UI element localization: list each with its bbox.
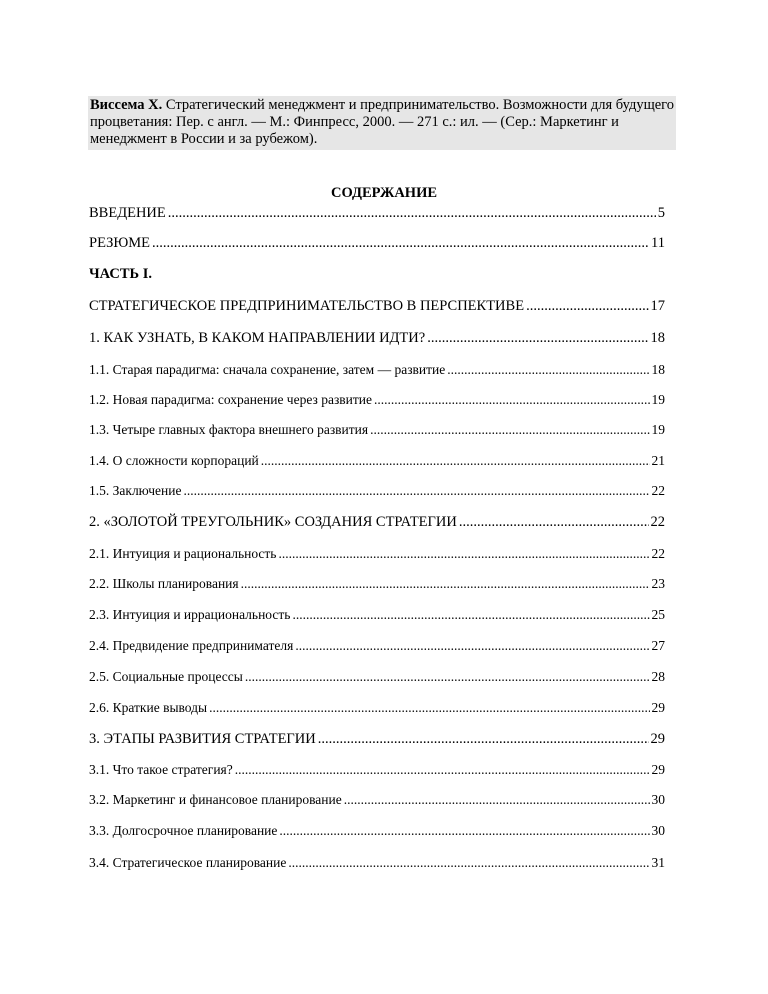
toc-dot-leader bbox=[168, 205, 656, 222]
toc-page-number: 29 bbox=[651, 700, 665, 715]
toc-page-number: 31 bbox=[651, 855, 665, 870]
bibliographic-record bbox=[88, 96, 676, 150]
toc-page-number: 29 bbox=[651, 762, 665, 777]
toc-entry-label: 2.5. Социальные процессы bbox=[89, 669, 243, 684]
toc-entry[interactable] bbox=[89, 362, 665, 382]
toc-dot-leader bbox=[241, 576, 650, 592]
toc-dot-leader bbox=[152, 235, 649, 252]
toc-entry[interactable] bbox=[89, 392, 665, 412]
toc-dot-leader bbox=[318, 731, 649, 748]
toc-page-number: 5 bbox=[657, 205, 665, 221]
toc-entry-label: 2.3. Интуиция и иррациональность bbox=[89, 607, 291, 622]
toc-entry[interactable] bbox=[89, 762, 665, 782]
toc-entry[interactable] bbox=[89, 638, 665, 658]
toc-entry-label: 2.1. Интуиция и рациональность bbox=[89, 546, 277, 561]
toc-entry[interactable] bbox=[89, 483, 665, 503]
toc-entry[interactable] bbox=[89, 205, 665, 225]
toc-entry[interactable] bbox=[89, 514, 665, 534]
toc-dot-leader bbox=[278, 546, 649, 562]
toc-entry-label: 3.2. Маркетинг и финансовое планирование bbox=[89, 792, 342, 807]
toc-entry-label: СТРАТЕГИЧЕСКОЕ ПРЕДПРИНИМАТЕЛЬСТВО В ПЕРСПЕКТИВЕ bbox=[89, 298, 525, 314]
toc-entry[interactable] bbox=[89, 453, 665, 473]
toc-entry-label: 1.2. Новая парадигма: сохранение через развитие bbox=[89, 392, 372, 407]
toc-dot-leader bbox=[374, 392, 650, 408]
toc-entry[interactable] bbox=[89, 731, 665, 751]
book-description: Стратегический менеджмент и предпринимательство. Возможности для будущего процветания: Пер. с англ. — М.: Финпресс, 2000. — 271 с.: ил. — (Сер.: Маркетинг и менеджмент в России и за рубежом). bbox=[90, 97, 675, 147]
toc-entry-label: 3. ЭТАПЫ РАЗВИТИЯ СТРАТЕГИИ bbox=[89, 731, 316, 747]
toc-page-number: 22 bbox=[651, 546, 665, 561]
toc-entry-label: 2.6. Краткие выводы bbox=[89, 700, 208, 715]
toc-page-number: 22 bbox=[650, 514, 665, 530]
toc-dot-leader bbox=[235, 762, 650, 778]
toc-entry[interactable] bbox=[89, 576, 665, 596]
toc-dot-leader bbox=[427, 330, 648, 347]
toc-entry-label: ВВЕДЕНИЕ bbox=[89, 205, 166, 221]
toc-entry-label: 2.4. Предвидение предпринимателя bbox=[89, 638, 294, 653]
toc-dot-leader bbox=[370, 422, 649, 438]
toc-page-number: 28 bbox=[651, 669, 665, 684]
toc-page-number: 27 bbox=[651, 638, 665, 653]
book-author: Виссема Х. bbox=[90, 97, 163, 113]
toc-dot-leader bbox=[459, 514, 649, 531]
toc-entry[interactable] bbox=[89, 266, 665, 286]
toc-entry[interactable] bbox=[89, 700, 665, 720]
toc-entry-label: ЧАСТЬ I. bbox=[89, 266, 153, 282]
toc-entry[interactable] bbox=[89, 823, 665, 843]
toc-dot-leader bbox=[447, 362, 649, 378]
toc-dot-leader bbox=[261, 453, 650, 469]
toc-dot-leader bbox=[344, 792, 650, 808]
toc-entry[interactable] bbox=[89, 669, 665, 689]
toc-dot-leader bbox=[295, 638, 649, 654]
toc-entry-label: 1.3. Четыре главных фактора внешнего развития bbox=[89, 422, 369, 437]
toc-page-number: 23 bbox=[651, 576, 665, 591]
toc-entry[interactable] bbox=[89, 330, 665, 350]
toc-dot-leader bbox=[292, 607, 649, 623]
toc-page-number: 18 bbox=[651, 362, 665, 377]
toc-dot-leader bbox=[245, 669, 650, 685]
toc-entry-label: 1.4. О сложности корпораций bbox=[89, 453, 259, 468]
toc-entry-label: РЕЗЮМЕ bbox=[89, 235, 151, 251]
toc-entry[interactable] bbox=[89, 607, 665, 627]
toc-entry[interactable] bbox=[89, 546, 665, 566]
toc-page-number: 18 bbox=[650, 330, 665, 346]
toc-page-number: 22 bbox=[651, 483, 665, 498]
toc-entry-label: 1.1. Старая парадигма: сначала сохранение, затем — развитие bbox=[89, 362, 446, 377]
toc-entry[interactable] bbox=[89, 855, 665, 875]
toc-dot-leader bbox=[288, 855, 649, 871]
toc-entry-label: 2.2. Школы планирования bbox=[89, 576, 239, 591]
toc-page-number: 30 bbox=[651, 823, 665, 838]
toc-title: СОДЕРЖАНИЕ bbox=[330, 185, 438, 201]
toc-entry[interactable] bbox=[89, 298, 665, 318]
toc-page-number: 30 bbox=[651, 792, 665, 807]
toc-page-number: 29 bbox=[650, 731, 665, 747]
toc-page-number: 11 bbox=[651, 235, 665, 251]
toc-page-number: 25 bbox=[651, 607, 665, 622]
toc-entry-label: 1. КАК УЗНАТЬ, В КАКОМ НАПРАВЛЕНИИ ИДТИ? bbox=[89, 330, 426, 346]
toc-dot-leader bbox=[183, 483, 649, 499]
toc-dot-leader bbox=[526, 298, 648, 315]
toc-entry-label: 3.4. Стратегическое планирование bbox=[89, 855, 287, 870]
toc-entry[interactable] bbox=[89, 422, 665, 442]
toc-page-number: 19 bbox=[651, 422, 665, 437]
toc-entry[interactable] bbox=[89, 792, 665, 812]
toc-dot-leader bbox=[209, 700, 649, 716]
toc-entry-label: 2. «ЗОЛОТОЙ ТРЕУГОЛЬНИК» СОЗДАНИЯ СТРАТЕГИИ bbox=[89, 514, 457, 530]
toc-dot-leader bbox=[279, 823, 649, 839]
toc-page-number: 21 bbox=[651, 453, 665, 468]
toc-entry-label: 1.5. Заключение bbox=[89, 483, 182, 498]
toc-entry-label: 3.3. Долгосрочное планирование bbox=[89, 823, 278, 838]
toc-page-number: 19 bbox=[651, 392, 665, 407]
toc-entry-label: 3.1. Что такое стратегия? bbox=[89, 762, 233, 777]
toc-entry[interactable] bbox=[89, 235, 665, 255]
toc-page-number: 17 bbox=[650, 298, 665, 314]
